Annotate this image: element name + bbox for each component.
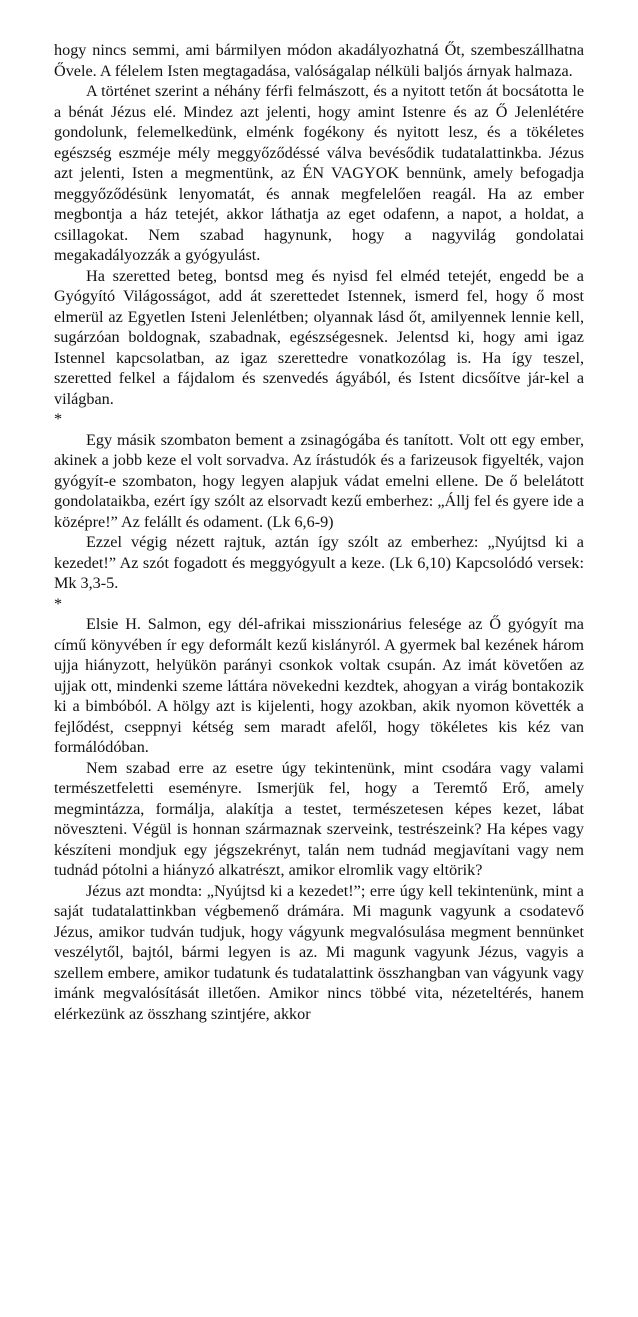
paragraph-7: Nem szabad erre az esetre úgy tekintenünk, mint csodára vagy valami természetfeletti eseményre. Ismerjük fel, hogy a Teremtő Erő, amely megmintázza, formálja, alakítja a testet, természetesen képes kezet, lábat növeszteni. Végül is honnan származnak szerveink, testrészeink? Ha képes vagy készíteni mondjuk egy jégszekrényt, talán nem tudnád megjavítani vagy nem tudnád pótolni a hiányzó alkatrészt, amikor elromlik vagy eltörik? — [54, 758, 584, 879]
paragraph-8: Jézus azt mondta: „Nyújtsd ki a kezedet!”; erre úgy kell tekintenünk, mint a saját tudatalattinkban végbemenő drámára. Mi magunk vagyunk a csodatevő Jézus, amikor tudván tudjuk, hogy vágyunk megvalósulása megment bennünket veszélytől, bajtól, bármi legyen is az. Mi magunk vagyunk Jézus, vagyis a szellem embere, amikor tudatunk és tudatalattink összhangban van vágyunk vagy imánk megvalósítását illetően. Amikor nincs többé vita, nézeteltérés, hanem elérkezünk az összhang szintjére, akkor — [54, 881, 584, 1023]
section-separator-1: * — [54, 410, 63, 428]
document-page — [54, 40, 584, 1024]
section-separator-2: * — [54, 594, 63, 613]
paragraph-6: Elsie H. Salmon, egy dél-afrikai misszionárius felesége az Ő gyógyít ma című könyvében ír egy deformált kezű kislányról. A gyermek bal kezének három ujja hiányzott, helyükön parányi csonkok voltak csupán. Az imát követően az ujjak ott, mindenki szeme láttára növekedni kezdtek, ahogyan a virág bontakozik ki a bimbóból. A hölgy azt is kijelenti, hogy azokban, akik nyomon követték a fejlődést, cseppnyi kétség sem maradt afelől, hogy tökéletes kis kéz van formálódóban. — [54, 615, 584, 756]
paragraph-1: hogy nincs semmi, ami bármilyen módon akadályozhatná Őt, szembeszállhatna Ővele. A félelem Isten megtagadása, valóságalap nélküli baljós árnyak halmaza. — [54, 41, 584, 80]
paragraph-4: Egy másik szombaton bement a zsinagógába és tanított. Volt ott egy ember, akinek a jobb keze el volt sorvadva. Az írástudók és a farizeusok figyelték, vajon gyógyít-e szombaton, hogy legyen alapjuk vádat emelni ellene. De ő belelátott gondolataikba, ezért így szólt az elsorvadt kezű emberhez: „Állj fel és gyere ide a középre!” Az felállt és odament. (Lk 6,6-9) — [54, 430, 584, 531]
paragraph-3: Ha szeretted beteg, bontsd meg és nyisd fel elméd tetejét, engedd be a Gyógyító Világosságot, add át szerettedet Istennek, ismerd fel, hogy ő most elmerül az Egyetlen Isteni Jelenlétben; olyannak lásd őt, amilyennek lennie kell, sugárzóan boldognak, szabadnak, egészségesnek. Jelentsd ki, hogy ami igaz Istennel kapcsolatban, az igaz szerettedre vonatkozólag is. Ha így teszel, szeretted felkel a fájdalom és szenvedés ágyából, és Istent dicsőítve jár-kel a világban. — [54, 266, 584, 408]
paragraph-5: Ezzel végig nézett rajtuk, aztán így szólt az emberhez: „Nyújtsd ki a kezedet!” Az szót fogadott és meggyógyult a keze. (Lk 6,10) Kapcsolódó versek: Mk 3,3-5. — [54, 533, 584, 592]
paragraph-2: A történet szerint a néhány férfi felmászott, és a nyitott tetőn át bocsátotta le a bénát Jézus elé. Mindez azt jelenti, hogy amint Istenre és az Ő Jelenlétére gondolunk, felemelkedünk, elménk fogékony és nyitott lesz, és a tökéletes egészség eszméje mély meggyőződéssé válva bevésődik tudatalattinkba. Jézus azt jelenti, Isten a megmentünk, az ÉN VAGYOK bennünk, amely befogadja meggyőződésünk lenyomatát, és annak megfelelően reagál. Ha az ember megbontja a ház tetejét, akkor láthatja az eget odafenn, a napot, a holdat, a csillagokat. Nem szabad hagynunk, hogy a nagyvilág gondolatai megakadályozzák a gyógyulást. — [54, 82, 584, 264]
